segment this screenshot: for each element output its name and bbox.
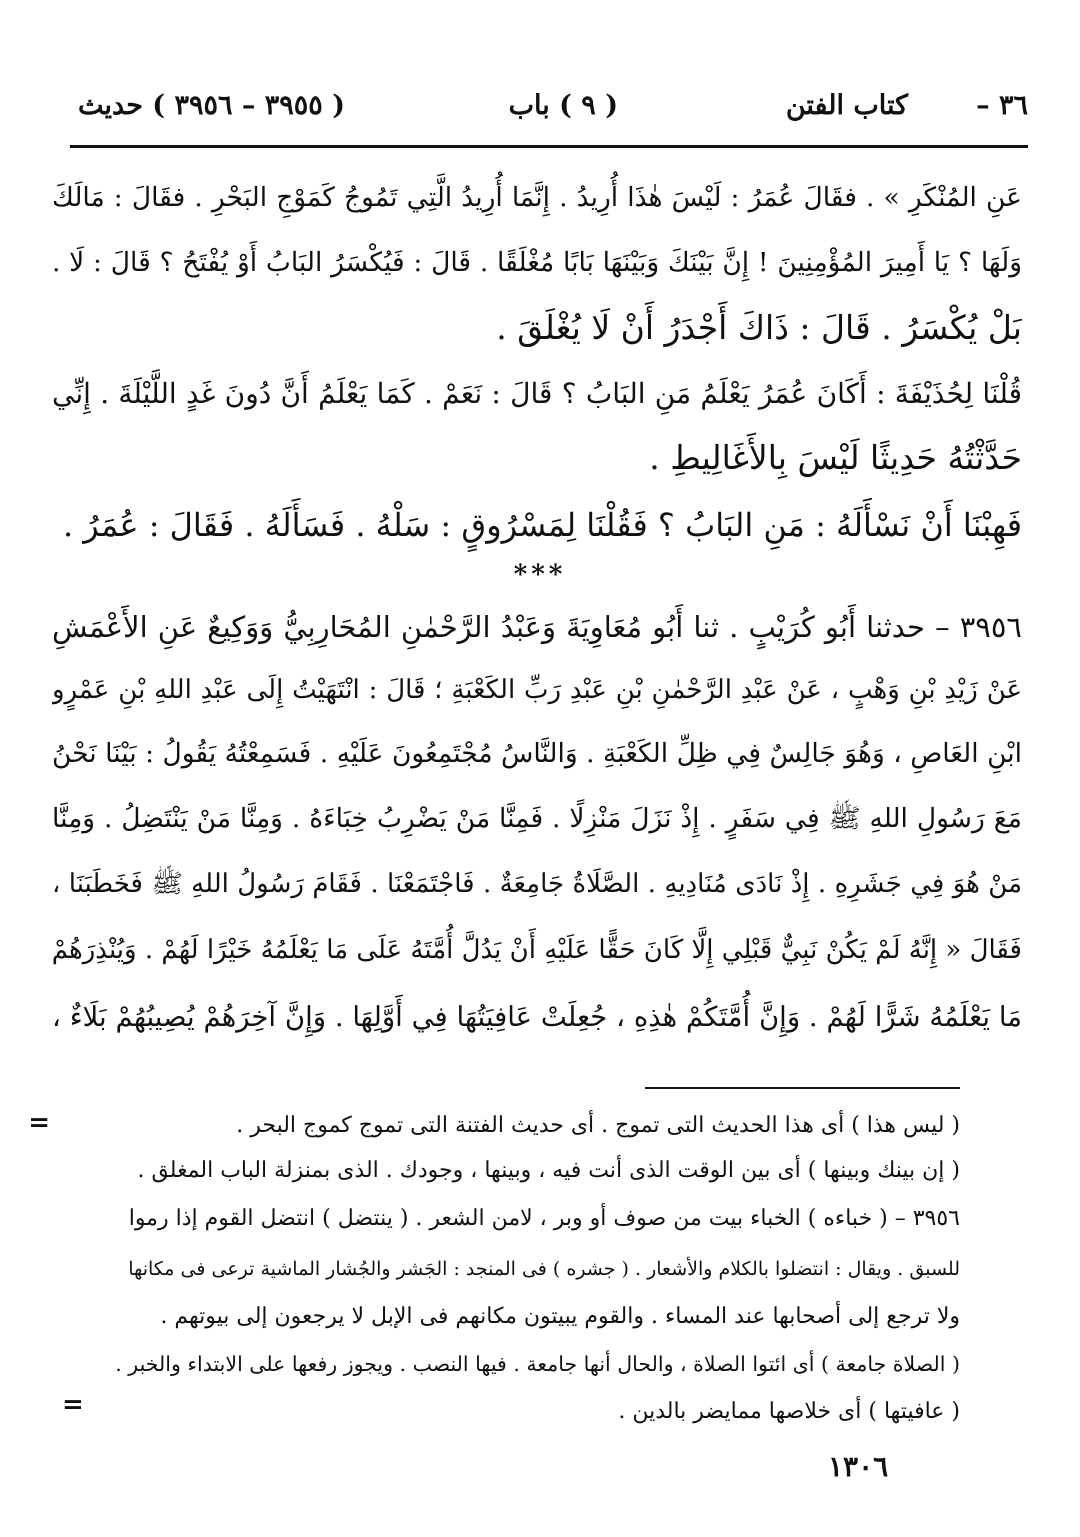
main-text-line: فَهِبْنَا أَنْ نَسْأَلَهُ : مَنِ البَابُ ؟ فَقُلْنَا لِمَسْرُوقٍ : سَلْهُ . فَسَأَلَهُ . فَقَالَ : عُمَرُ . [62,506,1022,544]
header-hadith-range: ( ٣٩٥٥ – ٣٩٥٦ ) حديث [78,90,345,121]
footnote-line: ٣٩٥٦ – ( خباءه ) الخباء بيت من صوف أو وبر ، لامن الشعر . ( ينتضل ) انتضل القوم إذا رموا [128,1206,960,1231]
main-text-line: وَلَهَا ؟ يَا أَمِيرَ المُؤْمِنِينَ ! إِنَّ بَيْنَكَ وَبَيْنَهَا بَابًا مُغْلَقًا . قَالَ : فَيُكْسَرُ البَابُ أَوْ يُفْتَحُ ؟ قَالَ : لَا . [52,247,1022,278]
main-text-line: عَنْ زَيْدِ بْنِ وَهْبٍ ، عَنْ عَبْدِ الرَّحْمٰنِ بْنِ عَبْدِ رَبِّ الكَعْبَةِ ؛ قَالَ : انْتَهَيْتُ إِلَى عَبْدِ اللهِ بْنِ عَمْرٍو [52,675,1022,705]
main-text-line: ابْنِ العَاصِ ، وَهُوَ جَالِسٌ فِي ظِلِّ الكَعْبَةِ . وَالنَّاسُ مُجْتَمِعُونَ عَلَيْهِ . فَسَمِعْتُهُ يَقُولُ : بَيْنَا نَحْنُ [52,738,1022,769]
footnote-line: للسبق . ويقال : انتضلوا بالكلام والأشعار . ( جشره ) فى المنجد : الجَشر والجُشار الماشية ترعى فى مكانها [128,1258,960,1280]
footnote-line: ( الصلاة جامعة ) أى ائتوا الصلاة ، والحال أنها جامعة . فيها النصب . ويجوز رفعها على الابتداء والخبر . [115,1352,960,1376]
section-separator: *** [513,560,567,590]
header-rule [70,145,1028,148]
running-header [78,90,1028,132]
main-text-line: ٣٩٥٦ – حدثنا أَبُو كُرَيْبٍ . ثنا أَبُو مُعَاوِيَةَ وَعَبْدُ الرَّحْمٰنِ المُحَارِبِيُّ وَوَكِيعٌ عَنِ الأَعْمَشِ [52,610,1022,644]
header-chapter: ( ٩ ) باب [508,90,618,121]
main-text-line: عَنِ المُنْكَرِ » . فقَالَ عُمَرُ : لَيْسَ هٰذَا أُرِيدُ . إِنَّمَا أُرِيدُ الَّتِي تَمُوجُ كَمَوْجِ البَحْرِ . فقَالَ : مَالَكَ [52,182,1022,213]
header-page-label: ٣٦ – [976,90,1028,121]
footnote-line: ( عافيتها ) أى خلاصها ممايضر بالدين . [618,1399,960,1424]
footnote-line: ( ليس هذا ) أى هذا الحديث التى تموج . أى حديث الفتنة التى تموج كموج البحر . [236,1113,960,1138]
footnote-line: ( إن بينك وبينها ) أى بين الوقت الذى أنت فيه ، وبينها ، وجودك . الذى بمنزلة الباب المغلق . [137,1158,960,1183]
page-number: ١٣٠٦ [828,1450,889,1483]
footnote-line: ولا ترجع إلى أصحابها عند المساء . والقوم يبيتون مكانهم فى الإبل لا يرجعون إلى بيوتهم . [160,1304,960,1329]
main-text-line: مَا يَعْلَمُهُ شَرًّا لَهُمْ . وَإِنَّ أُمَّتَكُمْ هٰذِهِ ، جُعِلَتْ عَافِيَتُهَا فِي أَوَّلِهَا . وَإِنَّ آخِرَهُمْ يُصِيبُهُمْ بَلَاءٌ ، [52,1001,1022,1033]
footnote-continuation-marker: = [62,1390,84,1420]
main-text-line: مَنْ هُوَ فِي جَشَرِهِ . إِذْ نَادَى مُنَادِيهِ . الصَّلَاةُ جَامِعَةٌ . فَاجْتَمَعْنَا . فَقَامَ رَسُولُ اللهِ ﷺ فَخَطَبَنَا ، [52,869,1022,899]
main-text-line: حَدَّثْتُهُ حَدِيثًا لَيْسَ بِالأَغَالِيطِ . [649,438,1022,477]
header-book-title: كتاب الفتن [785,90,908,121]
footnote-continuation-marker: = [28,1108,50,1138]
main-text-line: بَلْ يُكْسَرُ . قَالَ : ذَاكَ أَجْدَرُ أَنْ لَا يُغْلَقَ . [496,308,1022,347]
main-text-line: فَقَالَ « إِنَّهُ لَمْ يَكُنْ نَبِيٌّ قَبْلِي إِلَّا كَانَ حَقًّا عَلَيْهِ أَنْ يَدُلَّ أُمَّتَهُ عَلَى مَا يَعْلَمُهُ خَيْرًا لَهُمْ . وَيُنْذِرَهُمْ [52,935,1022,965]
footnote-rule [645,1087,960,1089]
main-text-line: مَعَ رَسُولِ اللهِ ﷺ فِي سَفَرٍ . إِذْ نَزَلَ مَنْزِلًا . فَمِنَّا مَنْ يَضْرِبُ خِبَاءَهُ . وَمِنَّا مَنْ يَنْتَضِلُ . وَمِنَّا [52,803,1022,834]
main-text-line: قُلْنَا لِحُذَيْفَةَ : أَكَانَ عُمَرُ يَعْلَمُ مَنِ البَابُ ؟ قَالَ : نَعَمْ . كَمَا يَعْلَمُ أَنَّ دُونَ غَدٍ اللَّيْلَةَ . إِنِّي [52,377,1022,410]
